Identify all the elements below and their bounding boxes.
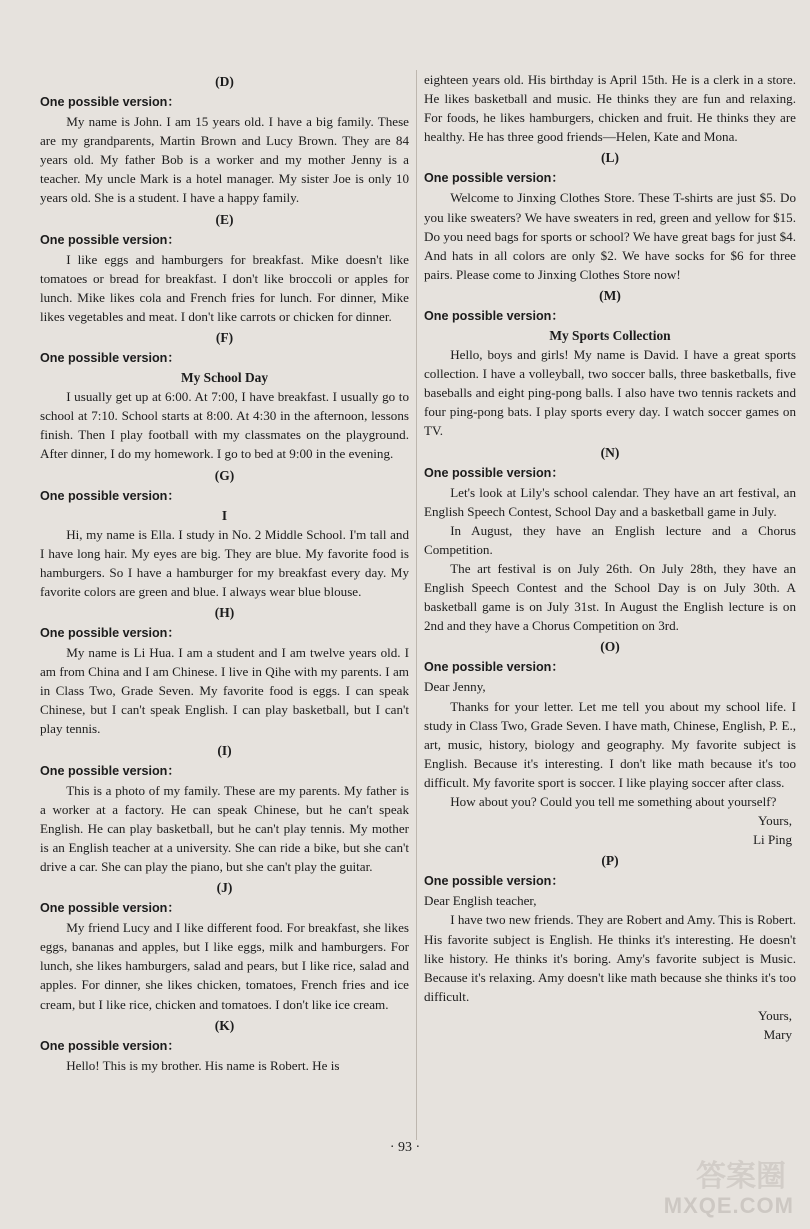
paragraph-continued: eighteen years old. His birthday is April 15th. He is a clerk in a store. He likes basketball and music. He thinks they are fun and relaxing. For foods, he likes hamburgers, chicken and fruit. He thinks they are healthy. He has three good friends—Helen, Kate and Mona. (424, 72, 796, 145)
possible-version-heading: One possible version： (424, 171, 564, 186)
watermark-logo: 答案圈 (696, 1159, 786, 1194)
possible-version-heading: One possible version： (40, 763, 180, 778)
section-h (40, 603, 409, 739)
section-n (424, 443, 796, 636)
section-label: (E) (215, 211, 234, 227)
letter-closing: Yours, (758, 813, 792, 829)
paragraph: I usually get up at 6:00. At 7:00, I have breakfast. I usually go to school at 7:10. School starts at 8:00. At 4:30 in the afternoon, lessons finish. Then I play football with my classmates on the playground. After dinner, I do my homework. I go to bed at 9:00 in the evening. (40, 389, 409, 462)
section-e (40, 210, 409, 326)
section-d (40, 72, 409, 208)
letter-salutation: Dear English teacher, (424, 893, 537, 909)
section-label: (F) (215, 330, 234, 346)
possible-version-heading: One possible version： (40, 95, 180, 110)
section-label: (G) (214, 467, 235, 483)
section-label: (O) (600, 639, 620, 655)
watermark (663, 1159, 804, 1225)
section-o (424, 637, 796, 849)
possible-version-heading: One possible version： (40, 626, 180, 641)
letter-signature: Li Ping (753, 832, 792, 848)
paragraph: Hello, boys and girls! My name is David. I have a great sports collection. I have a volleyball, two soccer balls, three basketballs, five baseballs and eight ping-pong balls. I also have two tennis rackets and four ping-pong bats. I play sports every day. I watch soccer games on TV. (424, 347, 796, 439)
paragraph: In August, they have an English lecture and a Chorus Competition. (424, 522, 796, 557)
letter-salutation: Dear Jenny, (424, 679, 486, 695)
section-label: (L) (601, 150, 619, 166)
section-k (40, 1016, 409, 1075)
section-l (424, 148, 796, 284)
essay-title: I (221, 507, 228, 523)
paragraph: I have two new friends. They are Robert and Amy. This is Robert. His favorite subject is English. He thinks it's interesting. He doesn't like history. He thinks it's boring. Amy's favorite subject is Music. Because it's relaxing. Amy doesn't like math because she thinks it's too difficult. (424, 912, 796, 1004)
section-g (40, 466, 409, 601)
section-label: (H) (214, 604, 235, 620)
section-label: (D) (215, 74, 234, 89)
letter-signature: Mary (763, 1027, 792, 1043)
section-j (40, 878, 409, 1014)
paragraph: The art festival is on July 26th. On July 28th, they have an English Speech Contest and the School Day is on July 30th. A basketball game is on July 31st. In August the English lecture is on 2nd and they have a Chorus Competition on 3rd. (424, 560, 796, 634)
possible-version-heading: One possible version： (40, 901, 180, 916)
possible-version-heading: One possible version： (40, 232, 180, 247)
paragraph: Hello! This is my brother. His name is Robert. He is (66, 1057, 340, 1073)
possible-version-heading: One possible version： (40, 351, 180, 366)
possible-version-heading: One possible version： (424, 660, 564, 675)
paragraph: Hi, my name is Ella. I study in No. 2 Middle School. I'm tall and I have long hair. My eyes are big. They are blue. My favorite food is hamburgers. So I have a hamburger for my breakfast every day. My favorite colors are green and blue. I always wear blue blouse. (40, 526, 409, 599)
paragraph: I like eggs and hamburgers for breakfast. Mike doesn't like tomatoes or bread for breakfast. I don't like broccoli or apples for lunch. Mike likes cola and French fries for lunch. For dinner, Mike likes vegetables and meat. I don't like carrots or chicken for dinner. (40, 251, 409, 324)
possible-version-heading: One possible version： (40, 1038, 180, 1053)
paragraph: This is a photo of my family. These are my parents. My father is a worker at a factory. He can speak Chinese, but he can't speak English. He can play basketball, but he can't play tennis. My mother is an English teacher at a university. She can ride a bike, but she can't drive a car. She can play the piano, but she can't play the guitar. (40, 782, 409, 874)
section-label: (I) (217, 742, 232, 758)
paragraph: Let's look at Lily's school calendar. They have an art festival, an English Speech Contest, School Day and a basketball game in July. (424, 484, 796, 519)
possible-version-heading: One possible version： (40, 488, 180, 503)
section-p (424, 851, 796, 1044)
section-label: (M) (599, 287, 621, 303)
paragraph: My name is John. I am 15 years old. I have a big family. These are my grandparents, Martin Brown and Lucy Brown. They are 84 years old. My father Bob is a worker and my mother Jenny is a teacher. My uncle Mark is a hotel manager. My sister Joe is only 10 years old. She is a student. I have a happy family. (40, 114, 409, 206)
paragraph: Welcome to Jinxing Clothes Store. These T-shirts are just $5. Do you like sweaters? We have sweaters in red, green and yellow for $15. Do you need bags for sports or school? We have great bags for just $4. And hats in all colors are only $2. We have socks for $6 for three pairs. Please come to Jinxing Clothes Store now! (424, 190, 796, 282)
section-f (40, 328, 409, 463)
essay-title: My School Day (180, 370, 269, 386)
section-i (40, 741, 409, 877)
left-column (40, 70, 409, 1075)
essay-title: My Sports Collection (549, 328, 671, 344)
letter-closing: Yours, (758, 1007, 792, 1023)
possible-version-heading: One possible version： (424, 874, 564, 889)
possible-version-heading: One possible version： (424, 465, 564, 480)
page-number: · 93 · (389, 1140, 421, 1155)
paragraph: My name is Li Hua. I am a student and I am twelve years old. I am from China and I am Chinese. I live in Qihe with my parents. I am in Class Two, Grade Seven. My favorite food is eggs. I can speak Chinese, but I can't speak English. I can play basketball, but I can't play tennis. (40, 645, 409, 737)
right-column (424, 70, 796, 1044)
section-label: (P) (601, 853, 619, 869)
column-divider (416, 70, 417, 1140)
section-label: (N) (600, 444, 620, 460)
section-label: (K) (214, 1017, 235, 1033)
paragraph: How about you? Could you tell me something about yourself? (450, 794, 777, 809)
paragraph: Thanks for your letter. Let me tell you about my school life. I study in Class Two, Grade Seven. I have math, Chinese, English, P. E., art, music, history, biology and geography. My favorite subject is English. Because it's interesting. I don't like math because it's too difficult. My favorite sport is soccer. I like playing soccer after class. (424, 698, 796, 790)
section-label: (J) (216, 880, 233, 896)
section-m (424, 286, 796, 441)
possible-version-heading: One possible version： (424, 309, 564, 324)
watermark-text: MXQE.COM (663, 1193, 794, 1218)
paragraph: My friend Lucy and I like different food. For breakfast, she likes eggs, bananas and apples, but I like eggs, milk and hamburgers. For lunch, she likes hamburgers, salad and pears, but I like rice, salad and apples. For dinner, she likes chicken, tomatoes, French fries and ice cream, but I like rice, chicken and tomatoes. I don't like ice cream. (40, 920, 409, 1012)
